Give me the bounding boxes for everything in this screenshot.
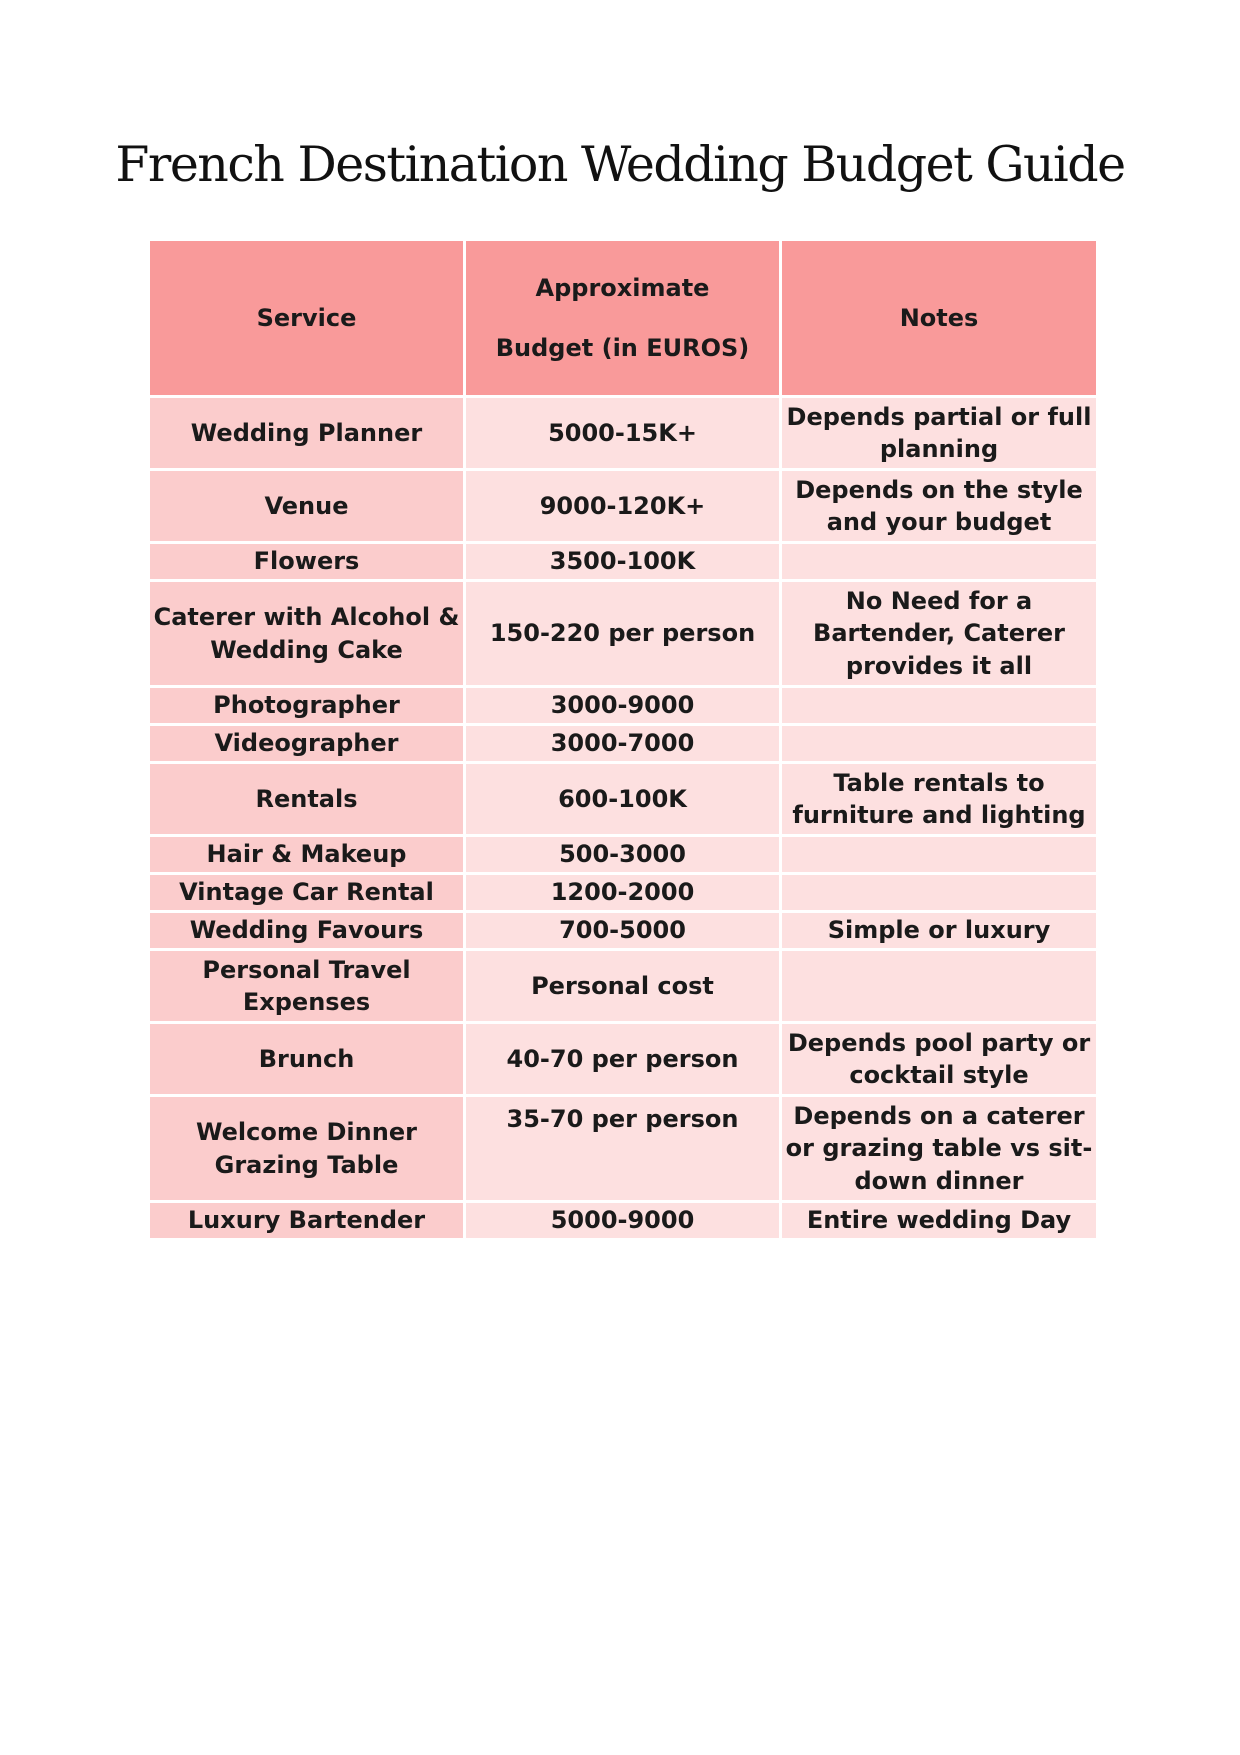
service-cell: Vintage Car Rental	[150, 875, 463, 910]
table-row	[150, 471, 1096, 541]
service-cell: Wedding Favours	[150, 913, 463, 948]
budget-cell: 700-5000	[466, 913, 779, 948]
service-cell: Flowers	[150, 544, 463, 579]
budget-cell: 5000-9000	[466, 1203, 779, 1238]
table-row	[150, 688, 1096, 723]
budget-cell: 40-70 per person	[466, 1024, 779, 1094]
budget-cell: 500-3000	[466, 837, 779, 872]
notes-cell: Depends on the style and your budget	[782, 471, 1096, 541]
notes-cell	[782, 837, 1096, 872]
budget-table	[147, 238, 1099, 1241]
notes-cell	[782, 688, 1096, 723]
budget-cell: 9000-120K+	[466, 471, 779, 541]
budget-cell: 35-70 per person	[466, 1097, 779, 1200]
table-row	[150, 913, 1096, 948]
notes-cell: Table rentals to furniture and lighting	[782, 764, 1096, 834]
service-cell: Rentals	[150, 764, 463, 834]
service-cell: Hair & Makeup	[150, 837, 463, 872]
header-budget-line1: Approximate	[535, 273, 710, 302]
notes-cell: Depends on a caterer or grazing table vs sit-down dinner	[782, 1097, 1096, 1200]
page-title: French Destination Wedding Budget Guide	[115, 136, 1125, 193]
service-cell: Videographer	[150, 726, 463, 761]
header-budget	[466, 241, 779, 395]
header-budget-line2: Budget (in EUROS)	[495, 334, 750, 362]
budget-cell: 3000-9000	[466, 688, 779, 723]
budget-cell: 3500-100K	[466, 544, 779, 579]
notes-cell: Simple or luxury	[782, 913, 1096, 948]
notes-cell	[782, 875, 1096, 910]
service-cell: Caterer with Alcohol & Wedding Cake	[150, 582, 463, 685]
budget-cell: 1200-2000	[466, 875, 779, 910]
table-row	[150, 582, 1096, 685]
budget-cell: 3000-7000	[466, 726, 779, 761]
notes-cell	[782, 544, 1096, 579]
header-service: Service	[150, 241, 463, 395]
budget-cell: 600-100K	[466, 764, 779, 834]
table-row	[150, 1097, 1096, 1200]
table-row	[150, 1024, 1096, 1094]
notes-cell: Depends pool party or cocktail style	[782, 1024, 1096, 1094]
notes-cell: No Need for a Bartender, Caterer provides it all	[782, 582, 1096, 685]
service-cell: Luxury Bartender	[150, 1203, 463, 1238]
table-row	[150, 764, 1096, 834]
notes-cell	[782, 726, 1096, 761]
table-header-row	[150, 241, 1096, 395]
table-row	[150, 951, 1096, 1021]
table-row	[150, 726, 1096, 761]
notes-cell	[782, 951, 1096, 1021]
table-row	[150, 837, 1096, 872]
service-cell: Venue	[150, 471, 463, 541]
service-cell: Personal Travel Expenses	[150, 951, 463, 1021]
table-row	[150, 398, 1096, 468]
table-row	[150, 1203, 1096, 1238]
budget-cell: 5000-15K+	[466, 398, 779, 468]
notes-cell: Depends partial or full planning	[782, 398, 1096, 468]
table-row	[150, 544, 1096, 579]
notes-cell: Entire wedding Day	[782, 1203, 1096, 1238]
header-notes: Notes	[782, 241, 1096, 395]
service-cell: Photographer	[150, 688, 463, 723]
service-cell: Wedding Planner	[150, 398, 463, 468]
table-row	[150, 875, 1096, 910]
service-cell: Brunch	[150, 1024, 463, 1094]
budget-cell: Personal cost	[466, 951, 779, 1021]
budget-cell: 150-220 per person	[466, 582, 779, 685]
service-cell: Welcome Dinner Grazing Table	[150, 1097, 463, 1200]
